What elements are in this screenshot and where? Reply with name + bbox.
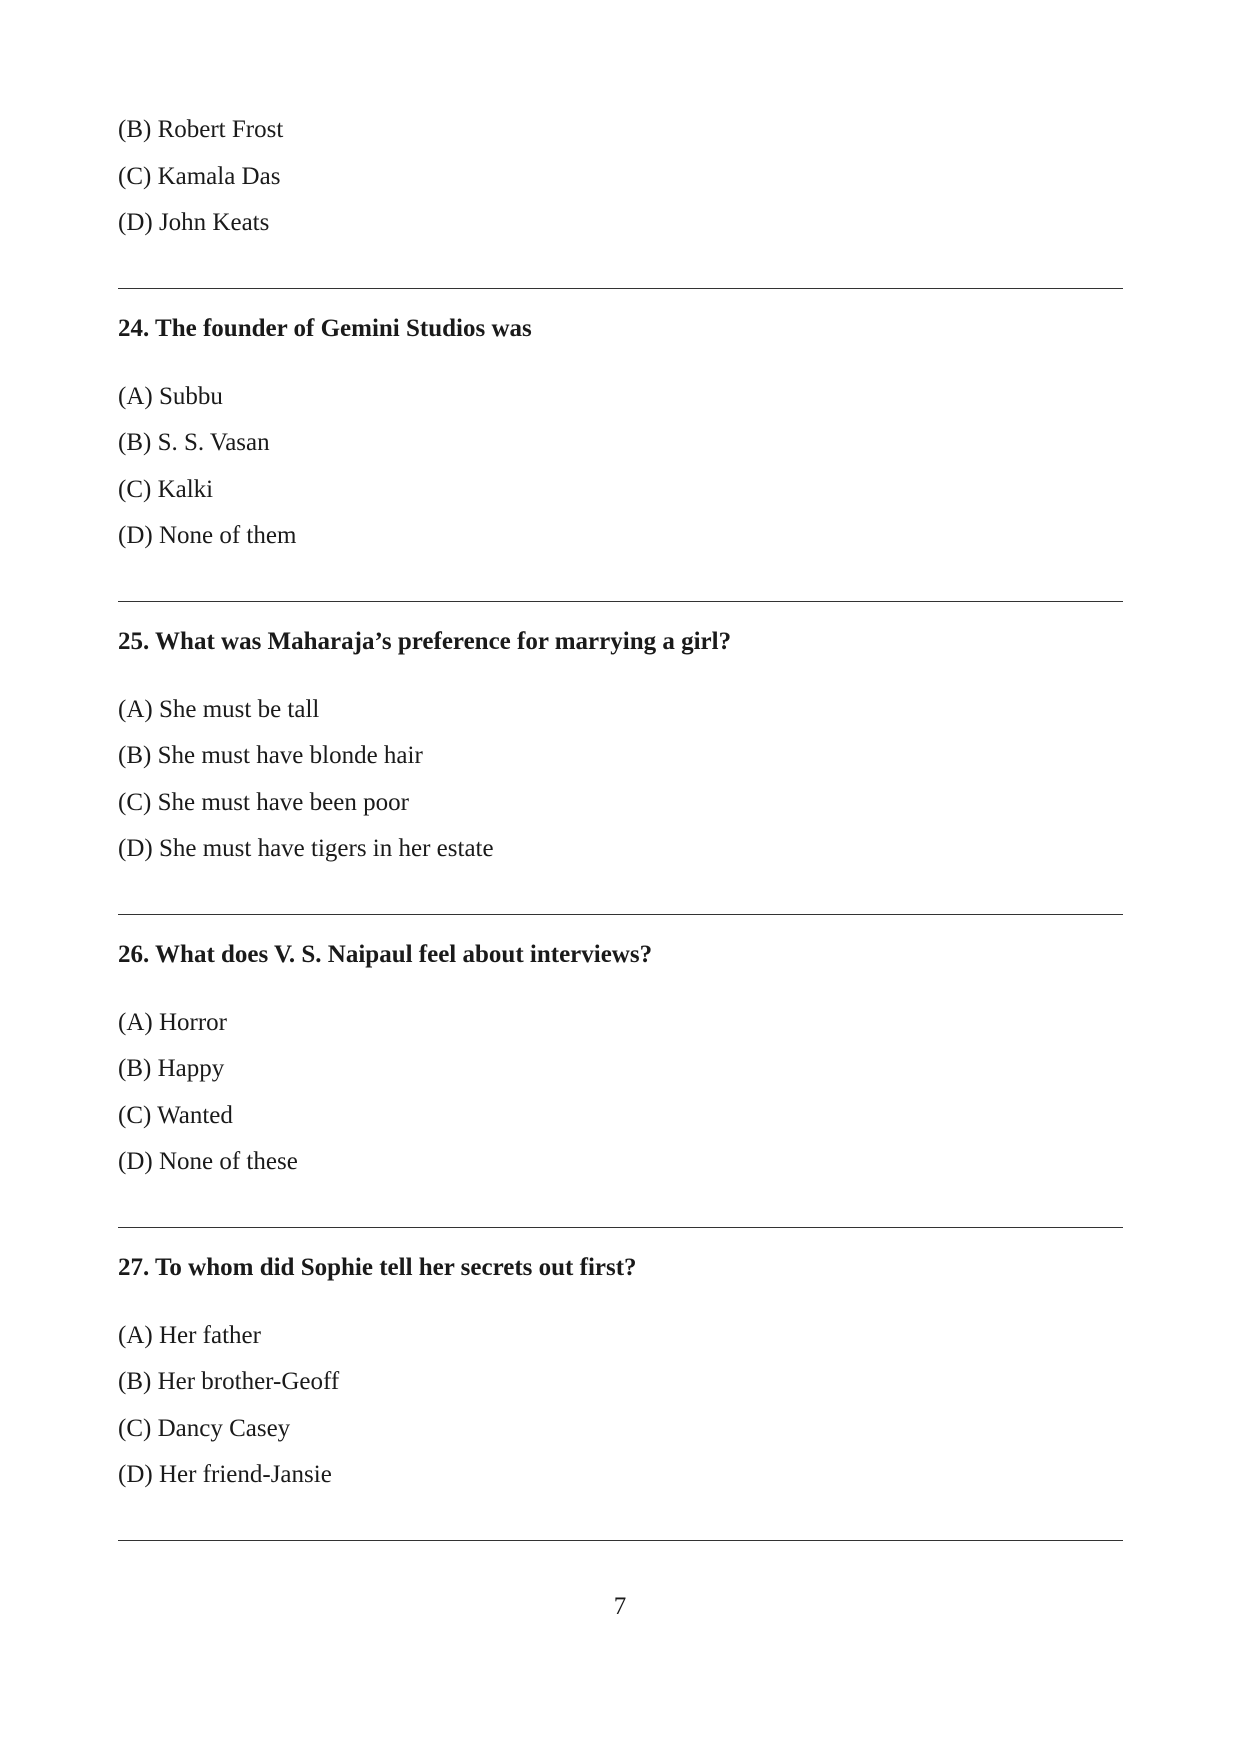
q26-option-c: (C) Wanted: [118, 1102, 233, 1129]
divider: [118, 1540, 1123, 1541]
q24-question: 24. The founder of Gemini Studios was: [118, 315, 532, 342]
q24-option-c: (C) Kalki: [118, 476, 214, 503]
q27-option-a: (A) Her father: [118, 1322, 261, 1349]
q25-option-d: (D) She must have tigers in her estate: [118, 835, 494, 862]
q26-option-d: (D) None of these: [118, 1148, 298, 1175]
divider: [118, 288, 1123, 289]
q27-option-c: (C) Dancy Casey: [118, 1415, 291, 1442]
q26-option-b: (B) Happy: [118, 1055, 225, 1082]
q25-option-a: (A) She must be tall: [118, 696, 320, 723]
q24-option-b: (B) S. S. Vasan: [118, 429, 270, 456]
q25-option-b: (B) She must have blonde hair: [118, 742, 423, 769]
q26-option-a: (A) Horror: [118, 1009, 227, 1036]
q26-question: 26. What does V. S. Naipaul feel about interviews?: [118, 941, 653, 968]
q24-option-a: (A) Subbu: [118, 383, 223, 410]
divider: [118, 601, 1123, 602]
q27-option-b: (B) Her brother-Geoff: [118, 1368, 340, 1395]
q23-option-b: (B) Robert Frost: [118, 116, 284, 143]
divider: [118, 1227, 1123, 1228]
divider: [118, 914, 1123, 915]
q27-question: 27. To whom did Sophie tell her secrets out first?: [118, 1254, 637, 1281]
q23-option-d: (D) John Keats: [118, 209, 270, 236]
q25-option-c: (C) She must have been poor: [118, 789, 409, 816]
q24-option-d: (D) None of them: [118, 522, 297, 549]
q23-option-c: (C) Kamala Das: [118, 163, 281, 190]
q25-question: 25. What was Maharaja’s preference for marrying a girl?: [118, 628, 732, 655]
q27-option-d: (D) Her friend-Jansie: [118, 1461, 332, 1488]
page-number: 7: [613, 1593, 627, 1620]
